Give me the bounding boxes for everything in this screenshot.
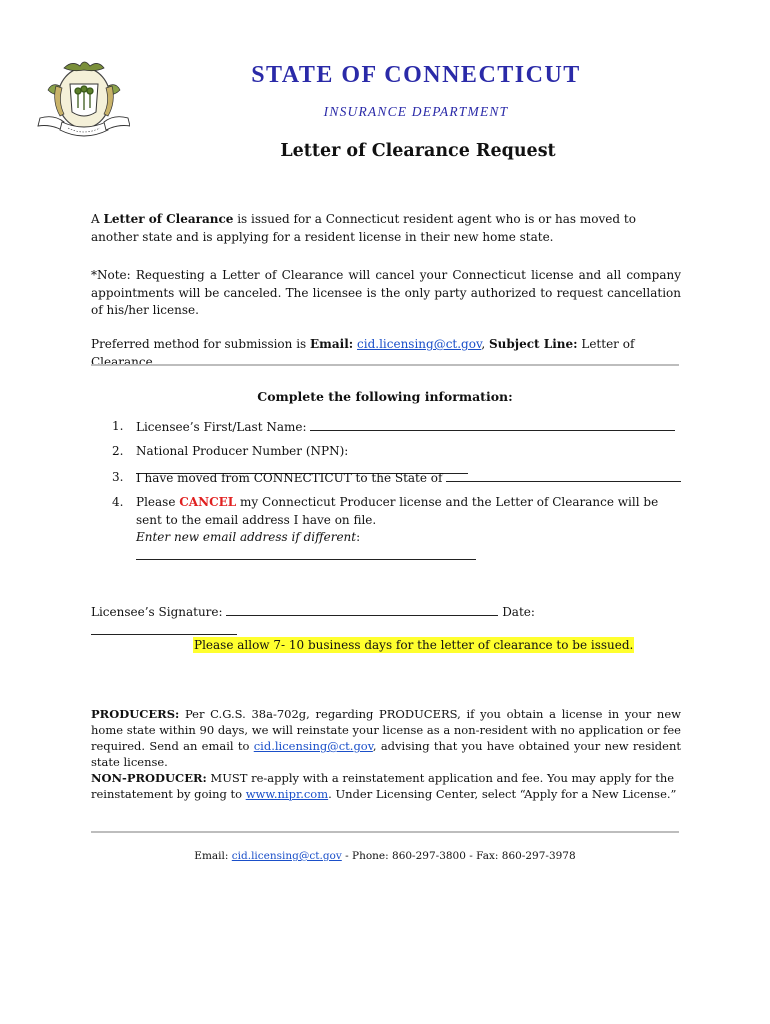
note-paragraph: *Note: Requesting a Letter of Clearance will cancel your Connecticut license and all company appointments will be canceled. The licensee is the only party authorized to request cancellation of his/her license. bbox=[91, 268, 681, 317]
page-title: Letter of Clearance Request bbox=[280, 141, 556, 161]
alt-email-label: Enter new email address if different bbox=[136, 530, 357, 544]
name-label: Licensee’s First/Last Name: bbox=[136, 420, 311, 434]
signature-field[interactable] bbox=[226, 603, 498, 616]
alt-email-field[interactable] bbox=[136, 547, 476, 560]
date-label: Date: bbox=[498, 605, 535, 619]
department-name: INSURANCE DEPARTMENT bbox=[323, 104, 509, 119]
signature-label: Licensee’s Signature: bbox=[91, 605, 227, 619]
submission-line: Preferred method for submission is Email: cid.licensing@ct.gov, Subject Line: Letter of Clearance bbox=[91, 337, 635, 369]
nipr-link[interactable]: www.nipr.com bbox=[245, 787, 329, 801]
processing-notice: Please allow 7- 10 business days for the letter of clearance to be issued. bbox=[194, 638, 634, 652]
submission-email-link[interactable]: cid.licensing@ct.gov bbox=[357, 337, 482, 351]
new-state-label: I have moved from CONNECTICUT to the State of bbox=[136, 471, 447, 485]
form-heading: Complete the following information: bbox=[257, 389, 513, 404]
state-title: STATE OF CONNECTICUT bbox=[251, 62, 581, 88]
cancel-emphasis: CANCEL bbox=[179, 495, 237, 509]
producers-paragraph: PRODUCERS: Per C.G.S. 38a-702g, regarding PRODUCERS, if you obtain a license in your new home state within 90 days, we will reinstate your license as a non-resident with no application or fee required. Send an email to cid.licensing@ct.gov, advising that you have obtained your new resident state license. bbox=[91, 707, 681, 769]
name-field[interactable] bbox=[310, 418, 675, 431]
footer-contact: Email: cid.licensing@ct.gov - Phone: 860-297-3800 - Fax: 860-297-3978 bbox=[194, 850, 576, 862]
date-field[interactable] bbox=[91, 622, 237, 635]
producers-email-link[interactable]: cid.licensing@ct.gov bbox=[253, 739, 373, 753]
state-seal-icon bbox=[34, 56, 130, 146]
npn-label: National Producer Number (NPN): bbox=[136, 444, 349, 458]
new-state-field[interactable] bbox=[446, 469, 681, 482]
divider bbox=[91, 364, 679, 366]
footer-email-link[interactable]: cid.licensing@ct.gov bbox=[231, 850, 342, 862]
intro-paragraph: A Letter of Clearance is issued for a Connecticut resident agent who is or has moved to another state and is applying for a resident license in their new home state. bbox=[91, 212, 636, 244]
non-producer-paragraph: NON-PRODUCER: MUST re-apply with a reinstatement application and fee. You may apply for the reinstatement by going to www.nipr.com. Under Licensing Center, select “Apply for a New License.” bbox=[91, 771, 677, 801]
footer-divider bbox=[91, 831, 679, 833]
signature-row bbox=[91, 603, 681, 640]
